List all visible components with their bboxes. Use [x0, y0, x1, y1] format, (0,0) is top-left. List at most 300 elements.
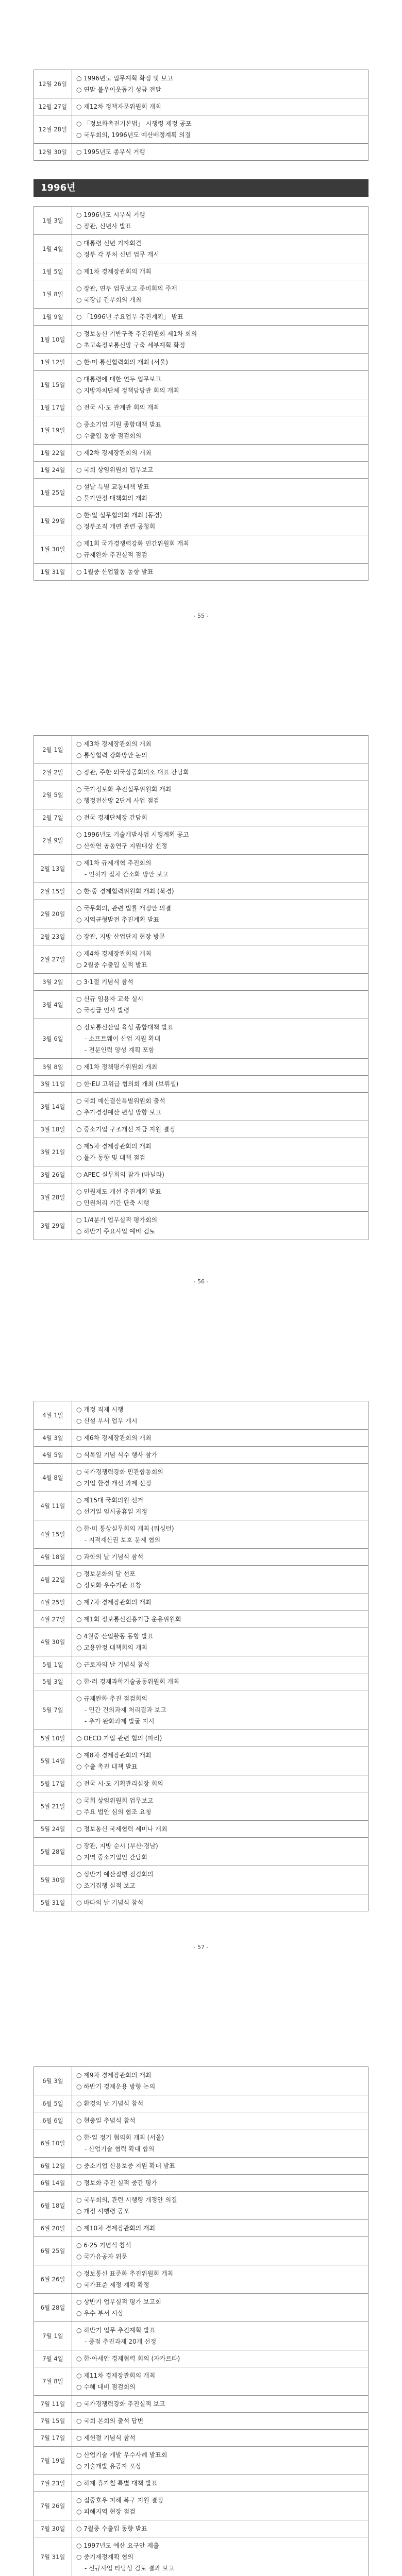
date-cell: 1월 30일 [34, 535, 72, 564]
table-row [34, 507, 368, 535]
table-row [34, 781, 368, 809]
table-row [34, 1866, 368, 1894]
list-item: ○ 제7차 경제장관회의 개최 [76, 1599, 152, 1606]
list-item: ○ 「정보화촉진기본법」 시행령 제정 공포 [76, 120, 192, 127]
list-item: ○ 국가경쟁력강화 민관합동회의 [76, 1468, 163, 1476]
event-cell [72, 2537, 368, 2576]
list-item: ○ 정보통신산업 육성 종합대책 발표 [76, 1024, 174, 1031]
list-item: ○ 정부 각 부처 신년 업무 개시 [76, 251, 159, 258]
date-cell: 2월 27일 [34, 945, 72, 974]
event-cell [72, 945, 368, 974]
list-item: ○ 제헌절 기념식 참석 [76, 2434, 136, 2442]
date-cell: 1월 5일 [34, 263, 72, 280]
date-cell: 7월 31일 [34, 2537, 72, 2576]
event-cell [72, 809, 368, 826]
list-item: ○ 주요 법안 심의 협조 요청 [76, 1808, 152, 1816]
table-row [34, 2294, 368, 2322]
date-cell: 4월 5일 [34, 1447, 72, 1464]
date-cell: 5월 3일 [34, 1673, 72, 1690]
list-item: ○ 제12차 정책자문위원회 개최 [76, 103, 161, 110]
list-item: ○ 지방자치단체 정책담당관 회의 개최 [76, 387, 179, 394]
event-cell [72, 115, 368, 144]
event-cell [72, 1730, 368, 1747]
event-cell [72, 1866, 368, 1894]
page [0, 0, 402, 666]
event-cell [72, 1549, 368, 1566]
table-row [34, 1166, 368, 1183]
table-row [34, 2367, 368, 2396]
table-row [34, 2537, 368, 2576]
list-item: ○ 정보통신 국제협력 세미나 개최 [76, 1825, 167, 1833]
date-cell: 4월 22일 [34, 1566, 72, 1594]
event-cell [72, 399, 368, 416]
list-item: ○ 제1차 정책평가위원회 개최 [76, 1063, 158, 1071]
list-item: ○ 국회 예산결산특별위원회 출석 [76, 1097, 165, 1105]
list-item: ○ 대통령 신년 기자회견 [76, 240, 142, 247]
event-cell [72, 309, 368, 326]
list-item: ○ 국회 상임위원회 업무보고 [76, 466, 154, 473]
event-cell [72, 1138, 368, 1166]
date-cell: 3월 11일 [34, 1076, 72, 1093]
event-cell [72, 2294, 368, 2322]
list-item: ○ 중소기업 신용보증 지원 확대 발표 [76, 2162, 175, 2170]
table-row [34, 764, 368, 781]
event-cell [72, 1775, 368, 1792]
event-cell [72, 2095, 368, 2112]
event-cell [72, 2475, 368, 2492]
date-cell: 6월 12일 [34, 2158, 72, 2175]
table-row [34, 144, 368, 161]
sub-list-item: - 소프트웨어 산업 지원 확대 [85, 1035, 161, 1042]
list-item: ○ 장관, 지방 산업단지 현장 방문 [76, 933, 165, 940]
date-cell: 6월 26일 [34, 2265, 72, 2294]
event-cell [72, 736, 368, 764]
list-item: ○ 제11차 경제장관회의 개최 [76, 2372, 156, 2379]
event-cell [72, 2158, 368, 2175]
list-item: ○ 국장급 간부회의 개최 [76, 296, 142, 303]
list-item: ○ 7월중 수출입 동향 발표 [76, 2525, 147, 2532]
date-cell: 2월 9일 [34, 826, 72, 855]
list-item: ○ 제1회 정보통신진흥기금 운용위원회 [76, 1616, 181, 1623]
list-item: ○ 전국 경제단체장 간담회 [76, 814, 147, 821]
list-item: ○ 전국 시·도 관계관 회의 개최 [76, 404, 159, 411]
table-row [34, 280, 368, 309]
event-cell [72, 144, 368, 161]
date-cell: 3월 21일 [34, 1138, 72, 1166]
list-item: ○ 산학연 공동연구 지원대상 선정 [76, 842, 167, 850]
date-cell: 12월 28일 [34, 115, 72, 144]
list-item: ○ 수해 대비 점검회의 [76, 2383, 136, 2391]
event-cell [72, 70, 368, 98]
list-item: ○ 1997년도 예산 요구안 제출 [76, 2542, 159, 2549]
list-item: ○ 장관, 지방 순시 (부산·경남) [76, 1842, 158, 1850]
sub-list-item: - 중점 추진과제 20개 선정 [85, 2338, 157, 2345]
table-row [34, 883, 368, 900]
event-cell [72, 2492, 368, 2520]
event-cell [72, 1059, 368, 1076]
chronology-table [34, 735, 368, 1240]
page-number: - 56 - [193, 1278, 209, 1285]
event-cell [72, 2430, 368, 2447]
table-row [34, 535, 368, 564]
date-cell: 5월 31일 [34, 1894, 72, 1911]
table-row [34, 991, 368, 1019]
table-row [34, 1628, 368, 1656]
date-cell: 1월 24일 [34, 462, 72, 479]
date-cell: 7월 26일 [34, 2492, 72, 2520]
list-item: ○ 1월중 산업활동 동향 발표 [76, 568, 154, 575]
date-cell: 5월 28일 [34, 1838, 72, 1866]
table-row [34, 1656, 368, 1673]
list-item: ○ 규제완화 추진실적 점검 [76, 551, 147, 558]
date-cell: 7월 4일 [34, 2350, 72, 2367]
list-item: ○ 국가유공자 위문 [76, 2253, 128, 2260]
list-item: ○ 제5차 경제장관회의 개최 [76, 1143, 152, 1150]
chronology-table [34, 70, 368, 161]
table-row [34, 2492, 368, 2520]
date-cell: 1월 9일 [34, 309, 72, 326]
table-row [34, 2158, 368, 2175]
event-cell [72, 1821, 368, 1838]
table-row [34, 1838, 368, 1866]
date-cell: 3월 28일 [34, 1183, 72, 1212]
event-cell [72, 781, 368, 809]
list-item: ○ 기업 환경 개선 과제 선정 [76, 1480, 152, 1487]
event-cell [72, 855, 368, 883]
event-cell [72, 2447, 368, 2475]
date-cell: 7월 8일 [34, 2367, 72, 2396]
list-item: ○ 식목일 기념 식수 행사 참가 [76, 1451, 158, 1459]
event-cell [72, 1656, 368, 1673]
table-row [34, 2447, 368, 2475]
event-cell [72, 2396, 368, 2413]
table-row [34, 399, 368, 416]
list-item: ○ 1996년도 시무식 거행 [76, 211, 145, 218]
table-row [34, 1492, 368, 1520]
list-item: ○ 국가정보화 추진실무위원회 개최 [76, 786, 172, 793]
event-cell [72, 2237, 368, 2265]
list-item: ○ 대통령에 대한 연두 업무보고 [76, 376, 161, 383]
event-cell [72, 1690, 368, 1730]
list-item: ○ 한·아세안 경제협력 회의 (자카르타) [76, 2355, 180, 2362]
event-cell [72, 1212, 368, 1240]
list-item: ○ 제4차 경제장관회의 개최 [76, 950, 152, 957]
event-cell [72, 2175, 368, 2192]
list-item: ○ 한·미 통신협력회의 개최 (서울) [76, 359, 169, 366]
event-cell [72, 207, 368, 235]
date-cell: 6월 28일 [34, 2294, 72, 2322]
event-cell [72, 1019, 368, 1059]
list-item: ○ 상반기 예산집행 점검회의 [76, 1871, 154, 1878]
list-item: ○ 정보문화의 달 선포 [76, 1570, 136, 1578]
list-item: ○ 한·일 정기 협의회 개최 (서울) [76, 2134, 164, 2141]
table-row [34, 1138, 368, 1166]
table-row [34, 2175, 368, 2192]
date-cell: 2월 5일 [34, 781, 72, 809]
event-cell [72, 1401, 368, 1430]
date-cell: 6월 14일 [34, 2175, 72, 2192]
page [0, 666, 402, 1331]
list-item: ○ 국가표준 제정 계획 확정 [76, 2281, 149, 2289]
date-cell: 6월 6일 [34, 2112, 72, 2129]
event-cell [72, 1673, 368, 1690]
list-item: ○ OECD 가입 관련 협의 (파리) [76, 1735, 162, 1742]
date-cell: 1월 12일 [34, 354, 72, 371]
event-cell [72, 2413, 368, 2430]
date-cell: 12월 26일 [34, 70, 72, 98]
table-row [34, 855, 368, 883]
date-cell: 5월 24일 [34, 1821, 72, 1838]
list-item: ○ 중소기업 지원 종합대책 발표 [76, 421, 161, 428]
table-row [34, 2520, 368, 2537]
event-cell [72, 1492, 368, 1520]
date-cell: 3월 18일 [34, 1121, 72, 1138]
date-cell: 2월 13일 [34, 855, 72, 883]
date-cell: 4월 18일 [34, 1549, 72, 1566]
date-cell: 12월 27일 [34, 98, 72, 115]
event-cell [72, 1838, 368, 1866]
table-row [34, 2322, 368, 2350]
event-cell [72, 2367, 368, 2396]
table-row [34, 1690, 368, 1730]
event-cell [72, 1520, 368, 1549]
list-item: ○ 물가안정 대책회의 개최 [76, 495, 147, 502]
list-item: ○ 정부조직 개편 관련 공청회 [76, 523, 156, 530]
event-cell [72, 280, 368, 309]
event-cell [72, 1076, 368, 1093]
event-cell [72, 1747, 368, 1775]
event-cell [72, 826, 368, 855]
event-cell [72, 764, 368, 781]
list-item: ○ 국무회의, 1996년도 예산배정계획 의결 [76, 131, 191, 139]
list-item: ○ 현충일 추념식 참석 [76, 2117, 136, 2124]
list-item: ○ 민원제도 개선 추진계획 발표 [76, 1188, 161, 1195]
date-cell: 4월 30일 [34, 1628, 72, 1656]
list-item: ○ 민원처리 기간 단축 시행 [76, 1199, 149, 1207]
list-item: ○ 제2차 경제장관회의 개최 [76, 449, 152, 456]
list-item: ○ 통상협력 강화방안 논의 [76, 752, 147, 759]
list-item: ○ 하반기 업무 추진계획 발표 [76, 2327, 156, 2334]
list-item: ○ 초고속정보통신망 구축 세부계획 확정 [76, 342, 186, 349]
list-item: ○ 국가경쟁력강화 추진실적 보고 [76, 2400, 165, 2408]
table-row [34, 309, 368, 326]
date-cell: 1월 19일 [34, 416, 72, 445]
table-row [34, 1183, 368, 1212]
table-row [34, 1401, 368, 1430]
list-item: ○ 수출 촉진 대책 발표 [76, 1763, 138, 1770]
date-cell: 5월 17일 [34, 1775, 72, 1792]
date-cell: 5월 10일 [34, 1730, 72, 1747]
table-row [34, 1076, 368, 1093]
date-cell: 4월 1일 [34, 1401, 72, 1430]
list-item: ○ 제3차 경제장관회의 개최 [76, 740, 152, 748]
table-row [34, 98, 368, 115]
list-item: ○ 과학의 날 기념식 참석 [76, 1553, 144, 1561]
table-row [34, 326, 368, 354]
event-cell [72, 416, 368, 445]
list-item: ○ 한·러 경제과학기술공동위원회 개최 [76, 1678, 179, 1685]
date-cell: 6월 3일 [34, 2067, 72, 2095]
date-cell: 3월 14일 [34, 1093, 72, 1121]
list-item: ○ 수출입 동향 점검회의 [76, 432, 142, 439]
list-item: ○ 근로자의 날 기념식 참석 [76, 1661, 149, 1668]
sub-list-item: - 인허가 절차 간소화 방안 보고 [85, 871, 169, 878]
event-cell [72, 2112, 368, 2129]
list-item: ○ 4월중 산업활동 동향 발표 [76, 1633, 154, 1640]
event-cell [72, 1594, 368, 1611]
table-row [34, 263, 368, 280]
table-row [34, 1792, 368, 1821]
event-cell [72, 371, 368, 399]
event-cell [72, 1183, 368, 1212]
event-cell [72, 507, 368, 535]
date-cell: 1월 15일 [34, 371, 72, 399]
list-item: ○ 하반기 주요사업 예비 검토 [76, 1228, 156, 1235]
list-item: ○ 국장급 인사 발령 [76, 1007, 130, 1014]
event-cell [72, 1447, 368, 1464]
page [0, 1997, 402, 2576]
list-item: ○ 1996년도 업무계획 확정 및 보고 [76, 75, 173, 82]
date-cell: 2월 1일 [34, 736, 72, 764]
table-row [34, 416, 368, 445]
list-item: ○ 바다의 날 기념식 참석 [76, 1899, 144, 1906]
list-item: ○ 지역 중소기업인 간담회 [76, 1854, 147, 1861]
table-row [34, 1775, 368, 1792]
event-cell [72, 2192, 368, 2220]
list-item: ○ 6·25 기념식 참석 [76, 2242, 131, 2249]
date-cell: 1월 25일 [34, 479, 72, 507]
event-cell [72, 98, 368, 115]
chronology-table [34, 206, 368, 581]
table-row [34, 974, 368, 991]
date-cell: 5월 14일 [34, 1747, 72, 1775]
list-item: ○ 한·일 실무협의회 개최 (동경) [76, 512, 162, 519]
date-cell: 5월 1일 [34, 1656, 72, 1673]
sub-list-item: - 전문인력 양성 계획 포함 [85, 1046, 155, 1054]
event-cell [72, 263, 368, 280]
table-row [34, 371, 368, 399]
list-item: ○ 상반기 업무실적 평가 보고회 [76, 2298, 161, 2306]
list-item: ○ 조기집행 실적 보고 [76, 1882, 136, 1889]
page-number: - 55 - [193, 613, 209, 619]
event-cell [72, 2220, 368, 2237]
list-item: ○ 중소기업 구조개선 자금 지원 결정 [76, 1126, 175, 1133]
date-cell: 4월 15일 [34, 1520, 72, 1549]
date-cell: 2월 23일 [34, 928, 72, 945]
event-cell [72, 2129, 368, 2158]
event-cell [72, 2350, 368, 2367]
sub-list-item: - 추가 완화과제 발굴 지시 [85, 1718, 155, 1725]
date-cell: 1월 17일 [34, 399, 72, 416]
list-item: ○ 집중호우 피해 복구 지원 결정 [76, 2497, 163, 2504]
chronology-table [34, 1401, 368, 1911]
list-item: ○ 제10차 경제장관회의 개최 [76, 2225, 156, 2232]
date-cell: 3월 2일 [34, 974, 72, 991]
event-cell [72, 1166, 368, 1183]
event-cell [72, 535, 368, 564]
list-item: ○ 1996년도 기술개발사업 시행계획 공고 [76, 831, 189, 838]
table-row [34, 1611, 368, 1628]
date-cell: 5월 7일 [34, 1690, 72, 1730]
date-cell: 4월 3일 [34, 1430, 72, 1447]
list-item: ○ 국회 본회의 출석 답변 [76, 2417, 144, 2425]
event-cell [72, 883, 368, 900]
table-row [34, 479, 368, 507]
date-cell: 4월 25일 [34, 1594, 72, 1611]
event-cell [72, 1792, 368, 1821]
date-cell: 7월 19일 [34, 2447, 72, 2475]
chronology-table [34, 2066, 368, 2576]
list-item: ○ 환경의 날 기념식 참석 [76, 2100, 144, 2107]
table-row [34, 445, 368, 462]
table-row [34, 2067, 368, 2095]
table-row [34, 1121, 368, 1138]
date-cell: 12월 30일 [34, 144, 72, 161]
date-cell: 7월 15일 [34, 2413, 72, 2430]
date-cell: 1월 22일 [34, 445, 72, 462]
list-item: ○ 하반기 경제운용 방향 논의 [76, 2083, 156, 2090]
date-cell: 7월 23일 [34, 2475, 72, 2492]
list-item: ○ 규제완화 추진 점검회의 [76, 1695, 147, 1702]
list-item: ○ 기술개발 유공자 포상 [76, 2463, 142, 2470]
event-cell [72, 326, 368, 354]
table-row [34, 2220, 368, 2237]
date-cell: 3월 6일 [34, 1019, 72, 1059]
sub-list-item: - 민간 건의과제 처리결과 보고 [85, 1706, 166, 1714]
date-cell: 6월 18일 [34, 2192, 72, 2220]
table-row [34, 945, 368, 974]
date-cell: 3월 8일 [34, 1059, 72, 1076]
table-row [34, 1894, 368, 1911]
table-row [34, 1594, 368, 1611]
date-cell: 4월 27일 [34, 1611, 72, 1628]
event-cell [72, 235, 368, 263]
event-cell [72, 974, 368, 991]
date-cell: 5월 21일 [34, 1792, 72, 1821]
table-row [34, 1821, 368, 1838]
list-item: ○ 정보화 추진 실적 중간 평가 [76, 2179, 158, 2187]
date-cell: 2월 20일 [34, 900, 72, 928]
list-item: ○ 국무회의, 관련 법률 개정안 의결 [76, 905, 172, 912]
table-row [34, 1464, 368, 1492]
table-row [34, 2129, 368, 2158]
table-row [34, 2237, 368, 2265]
table-row [34, 2396, 368, 2413]
event-cell [72, 479, 368, 507]
list-item: ○ 장관, 신년사 발표 [76, 223, 131, 230]
list-item: ○ 설날 특별 교통대책 발표 [76, 483, 149, 490]
list-item: ○ 추가경정예산 편성 방향 보고 [76, 1109, 161, 1116]
list-item: ○ 물가 동향 및 대책 점검 [76, 1154, 145, 1161]
page [0, 1331, 402, 1997]
event-cell [72, 564, 368, 581]
list-item: ○ 「1996년 주요업무 추진계획」 발표 [76, 313, 183, 320]
list-item: ○ 1995년도 종무식 거행 [76, 148, 145, 156]
table-row [34, 235, 368, 263]
date-cell: 6월 20일 [34, 2220, 72, 2237]
list-item: ○ 피해지역 현장 점검 [76, 2508, 136, 2515]
date-cell: 3월 26일 [34, 1166, 72, 1183]
event-cell [72, 1611, 368, 1628]
list-item: ○ 제1차 규제개혁 추진회의 [76, 859, 152, 867]
event-cell [72, 928, 368, 945]
list-item: ○ 행정전산망 2단계 사업 점검 [76, 797, 159, 804]
table-row [34, 1059, 368, 1076]
list-item: ○ 2월중 수출입 실적 발표 [76, 961, 147, 969]
event-cell [72, 1628, 368, 1656]
date-cell: 3월 29일 [34, 1212, 72, 1240]
date-cell: 7월 1일 [34, 2322, 72, 2350]
